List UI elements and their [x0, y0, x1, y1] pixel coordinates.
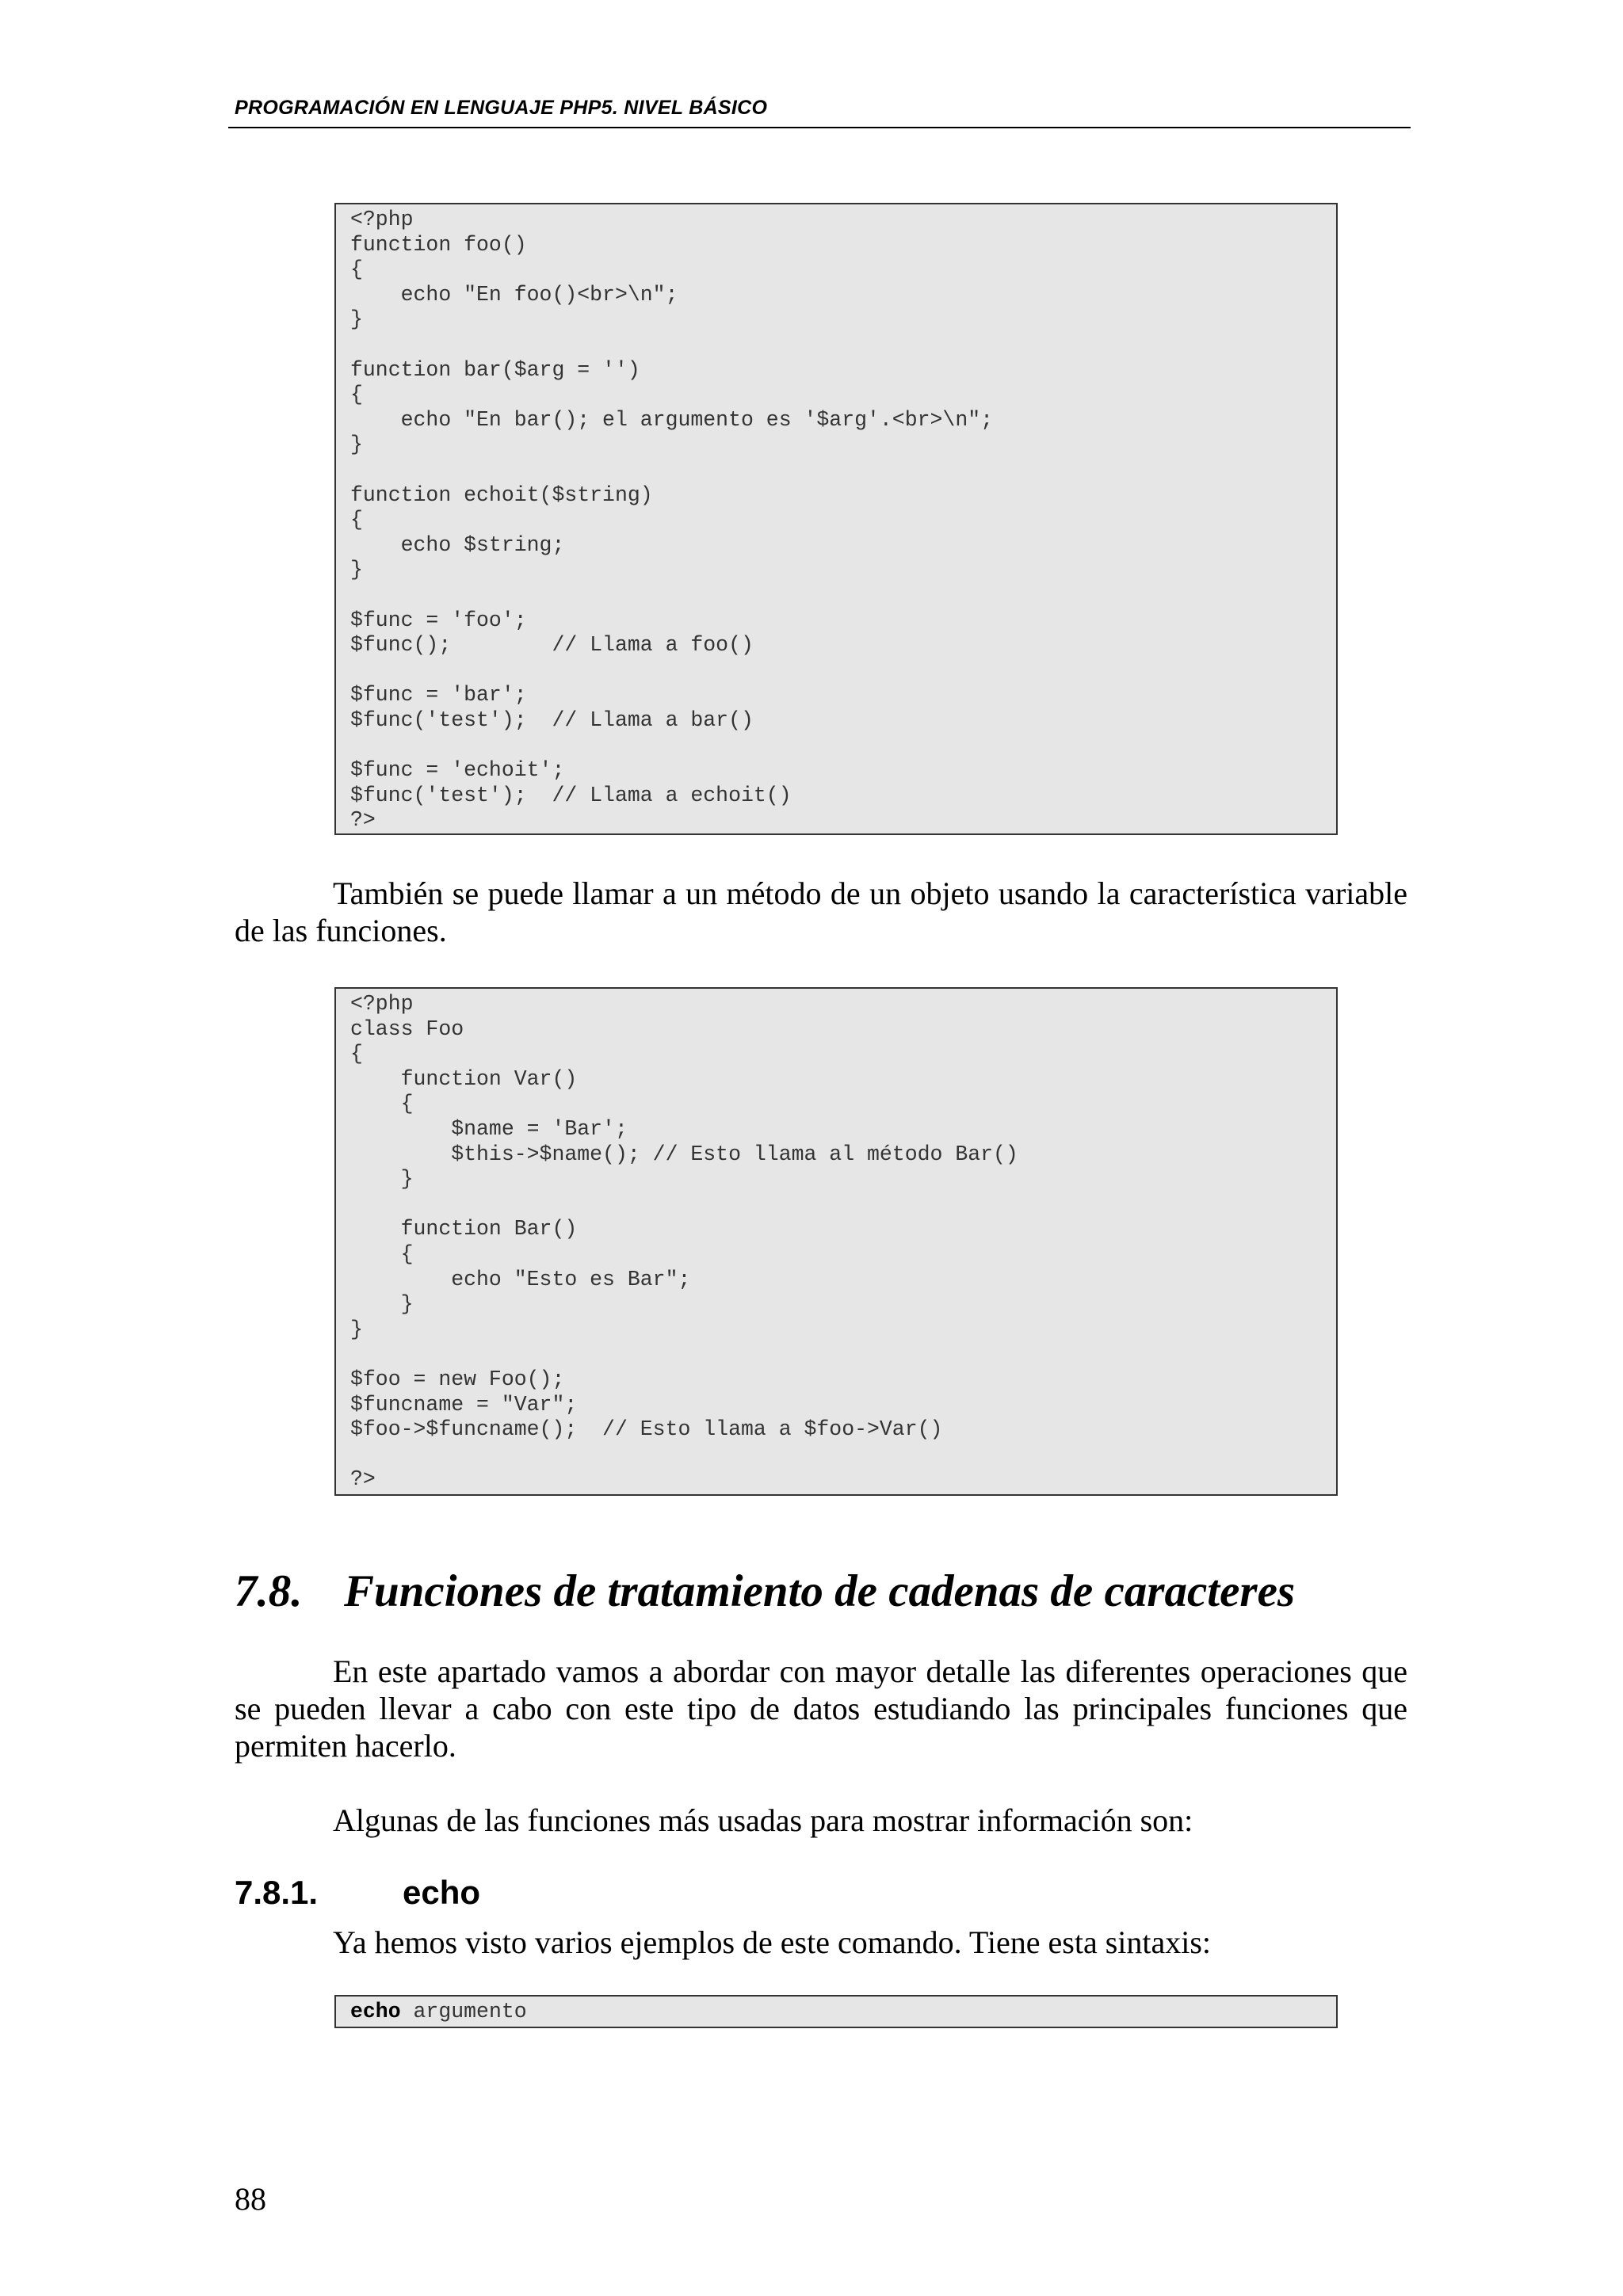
subsection-title: echo — [403, 1874, 481, 1911]
paragraph-functions-list-intro — [235, 1802, 1407, 1839]
paragraph-echo-syntax — [235, 1924, 1407, 1961]
paragraph-section-intro — [235, 1653, 1407, 1764]
running-header: PROGRAMACIÓN EN LENGUAJE PHP5. NIVEL BÁSICO — [235, 97, 768, 119]
section-number: 7.8. — [235, 1566, 303, 1616]
paragraph-text: Algunas de las funciones más usadas para mostrar información son: — [333, 1802, 1193, 1838]
section-title: Funciones de tratamiento de cadenas de caracteres — [344, 1566, 1296, 1616]
paragraph-text: También se puede llamar a un método de un objeto usando la característica variable de las funciones. — [235, 875, 1407, 948]
code-argument: argumento — [400, 2000, 527, 2023]
subsection-heading — [235, 1873, 480, 1913]
code-block-object-method: <?php class Foo { function Var() { $name = 'Bar'; $this->$name(); // Esto llama al método Bar() } function Bar() { echo "Esto es Bar"; } } $foo = new Foo(); $funcname = "Var"; $foo->$funcname(); // Esto llama a $foo->Var() ?> — [334, 987, 1338, 1496]
code-keyword: echo — [350, 2000, 401, 2023]
code-block-variable-functions: <?php function foo() { echo "En foo()<br>\n"; } function bar($arg = '') { echo "En bar(); el argumento es '$arg'.<br>\n"; } function echoit($string) { echo $string; } $func = 'foo'; $func(); // Llama a foo() $func = 'bar'; $func('test'); // Llama a bar() $func = 'echoit'; $func('test'); // Llama a echoit() ?> — [334, 203, 1338, 835]
paragraph-text: En este apartado vamos a abordar con mayor detalle las diferentes operaciones que se pueden llevar a cabo con este tipo de datos estudiando las principales funciones que permiten hacerlo. — [235, 1653, 1407, 1764]
header-rule — [228, 127, 1411, 128]
code-block-echo-syntax — [334, 1995, 1338, 2028]
subsection-number: 7.8.1. — [235, 1874, 319, 1911]
page-number: 88 — [235, 2181, 266, 2217]
paragraph-text: Ya hemos visto varios ejemplos de este comando. Tiene esta sintaxis: — [333, 1924, 1212, 1960]
section-heading — [235, 1566, 1295, 1618]
paragraph-method-call — [235, 875, 1407, 949]
